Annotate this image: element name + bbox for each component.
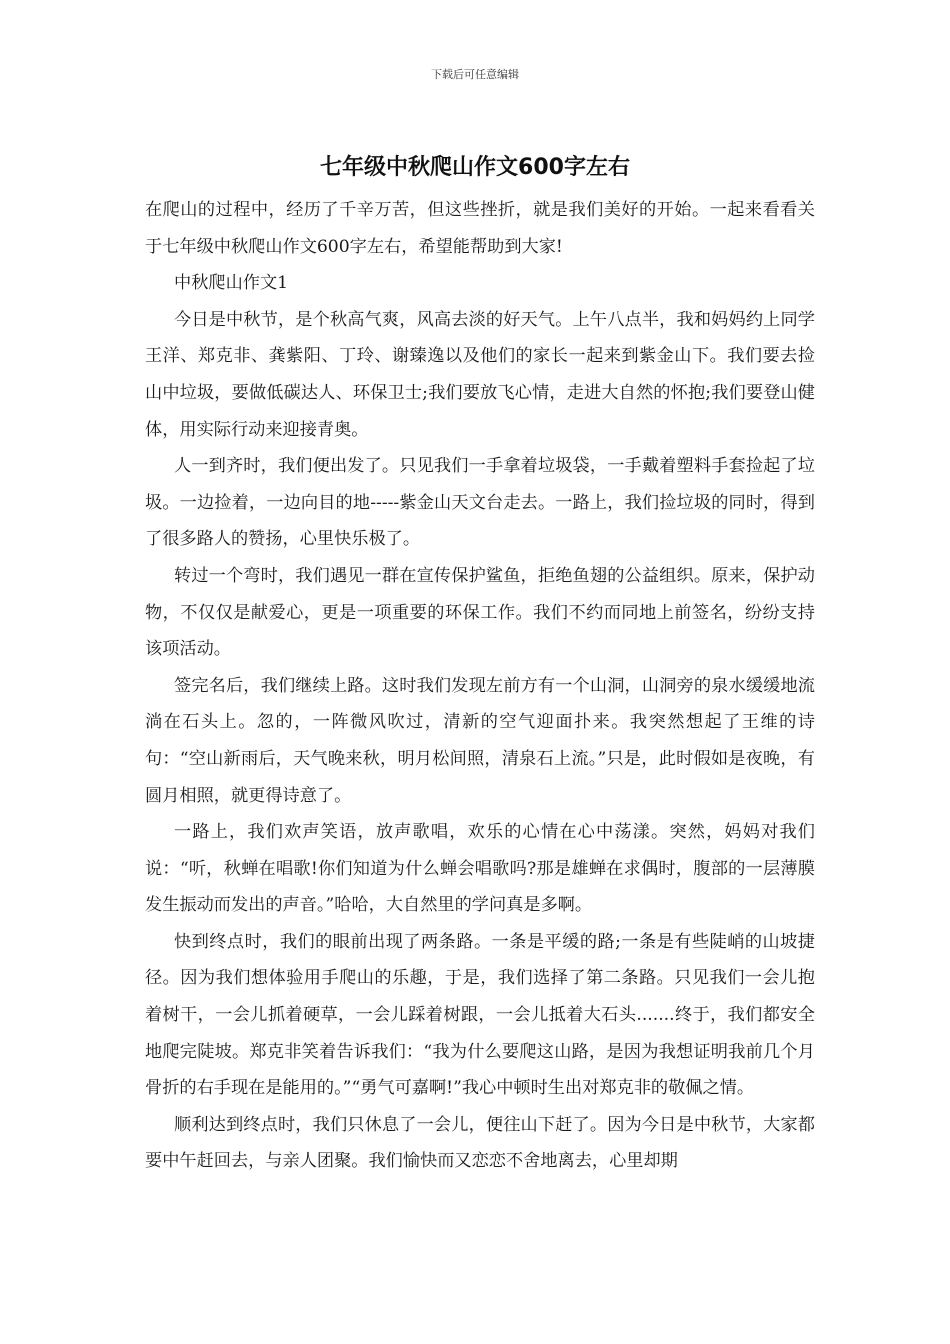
page-title: 七年级中秋爬山作文600字左右 <box>320 155 630 180</box>
paragraph-4: 签完名后，我们继续上路。这时我们发现左前方有一个山洞，山洞旁的泉水缓缓地流淌在石头上。忽的，一阵微风吹过，清新的空气迎面扑来。我突然想起了王维的诗句：“空山新雨后，天气晚来秋，明月松间照，清泉石上流。”只是，此时假如是夜晚，有圆月相照，就更得诗意了。 <box>145 675 815 806</box>
paragraph-7: 顺利达到终点时，我们只休息了一会儿，便往山下赶了。因为今日是中秋节，大家都要中午赶回去，与亲人团聚。我们愉快而又恋恋不舍地离去，心里却期 <box>145 1114 815 1172</box>
intro-paragraph: 在爬山的过程中，经历了千辛万苦，但这些挫折，就是我们美好的开始。一起来看看关于七年级中秋爬山作文600字左右，希望能帮助到大家! <box>145 200 815 257</box>
paragraph-2: 人一到齐时，我们便出发了。只见我们一手拿着垃圾袋，一手戴着塑料手套捡起了垃圾。一边捡着，一边向目的地-----紫金山天文台走去。一路上，我们捡垃圾的同时，得到了很多路人的赞扬，心里快乐极了。 <box>145 456 815 550</box>
paragraph-6: 快到终点时，我们的眼前出现了两条路。一条是平缓的路;一条是有些陡峭的山坡捷径。因为我们想体验用手爬山的乐趣，于是，我们选择了第二条路。只见我们一会儿抱着树干，一会儿抓着硬草，一会儿踩着树跟，一会儿抵着大石头.......终于，我们都安全地爬完陡坡。郑克非笑着告诉我们：“我为什么要爬这山路，是因为我想证明我前几个月骨折的右手现在是能用的。”“勇气可嘉啊!”我心中顿时生出对郑克非的敬佩之情。 <box>145 931 815 1099</box>
paragraph-1: 今日是中秋节，是个秋高气爽，风高去淡的好天气。上午八点半，我和妈妈约上同学王洋、郑克非、龚紫阳、丁玲、谢臻逸以及他们的家长一起来到紫金山下。我们要去捡山中垃圾，要做低碳达人、环保卫士;我们要放飞心情，走进大自然的怀抱;我们要登山健体，用实际行动来迎接青奥。 <box>145 309 815 440</box>
article-body <box>145 192 815 1180</box>
section-heading: 中秋爬山作文1 <box>174 273 289 294</box>
paragraph-5: 一路上，我们欢声笑语，放声歌唱，欢乐的心情在心中荡漾。突然，妈妈对我们说：“听，秋蝉在唱歌!你们知道为什么蝉会唱歌吗?那是雄蝉在求偶时，腹部的一层薄膜发生振动而发出的声音。”哈哈，大自然里的学问真是多啊。 <box>145 822 815 916</box>
header-note: 下载后可任意编辑 <box>431 68 519 81</box>
paragraph-3: 转过一个弯时，我们遇见一群在宣传保护鲨鱼，拒绝鱼翅的公益组织。原来，保护动物，不仅仅是献爱心，更是一项重要的环保工作。我们不约而同地上前签名，纷纷支持该项活动。 <box>145 565 815 660</box>
